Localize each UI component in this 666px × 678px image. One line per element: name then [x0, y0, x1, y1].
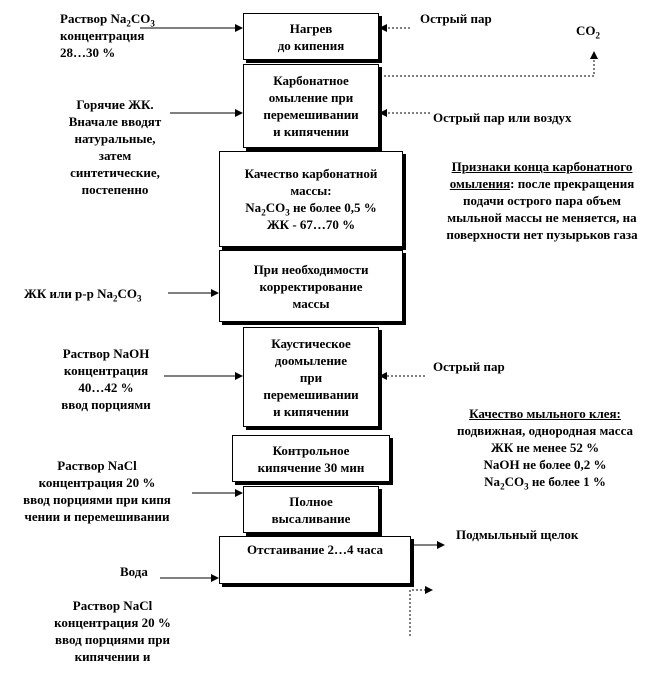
steam-label-1: Острый пар	[420, 11, 492, 26]
quality-line2: массы:	[290, 183, 332, 198]
box-carbonate-mass-quality	[219, 151, 403, 247]
box-caustic: Каустическое доомыление при перемешивании и кипячении	[243, 327, 379, 427]
input-na2co3-solution: Раствор $Na_2CO_3$ концентрация 28…30 %	[60, 11, 155, 60]
input-nacl-solution-1: Раствор NaCl концентрация 20 % ввод порциями при кипя чении и перемешивании	[23, 458, 171, 524]
carbonate-end-signs: Признаки конца карбонатного омыления: после прекращения подачи острого пара объем мыльной массы не меняется, на поверхности нет пузырьков газа	[446, 159, 638, 242]
soap-glue-quality: Качество мыльного клея: подвижная, однородная масса ЖК не менее 52 % NaOH не более 0,2 % $Na_2CO_3$ не более 1 %	[456, 406, 633, 492]
lye-output-label: Подмыльный щелок	[456, 527, 579, 542]
box-correction: При необходимости корректирование массы	[219, 250, 403, 322]
quality-line4: ЖК - 67…70 %	[266, 217, 356, 232]
box-control-boil: Контрольное кипячение 30 мин	[232, 435, 390, 482]
input-naoh-solution: Раствор NaOH концентрация 40…42 % ввод порциями	[61, 346, 151, 412]
input-fa-or-na2co3: ЖК или р-р $Na_2CO_3$	[24, 286, 142, 304]
input-hot-fatty-acids: Горячие ЖК. Вначале вводят натуральные, затем синтетические, постепенно	[68, 97, 162, 197]
box-salting: Полное высаливание	[243, 486, 379, 533]
steam-label-2: Острый пар	[433, 359, 505, 374]
input-water: Вода	[120, 564, 148, 579]
box-carbonate-saponification: Карбонатное омыление при перемешивании и кипячении	[243, 64, 379, 148]
box-settling: Отстаивание 2…4 часа	[219, 536, 411, 584]
input-nacl-solution-2: Раствор NaCl концентрация 20 % ввод порциями при кипячении и	[54, 598, 171, 664]
arrow-bottom-stub	[410, 590, 432, 636]
steam-or-air-label: Острый пар или воздух	[433, 110, 572, 125]
quality-line1: Качество карбонатной	[244, 166, 378, 181]
quality-line3: $Na_2CO_3$ не более 0,5 %	[245, 200, 377, 218]
co2-label: $CO_2$	[576, 23, 600, 41]
box-heating: Нагрев до кипения	[243, 13, 379, 60]
arrow-co2	[380, 52, 594, 76]
